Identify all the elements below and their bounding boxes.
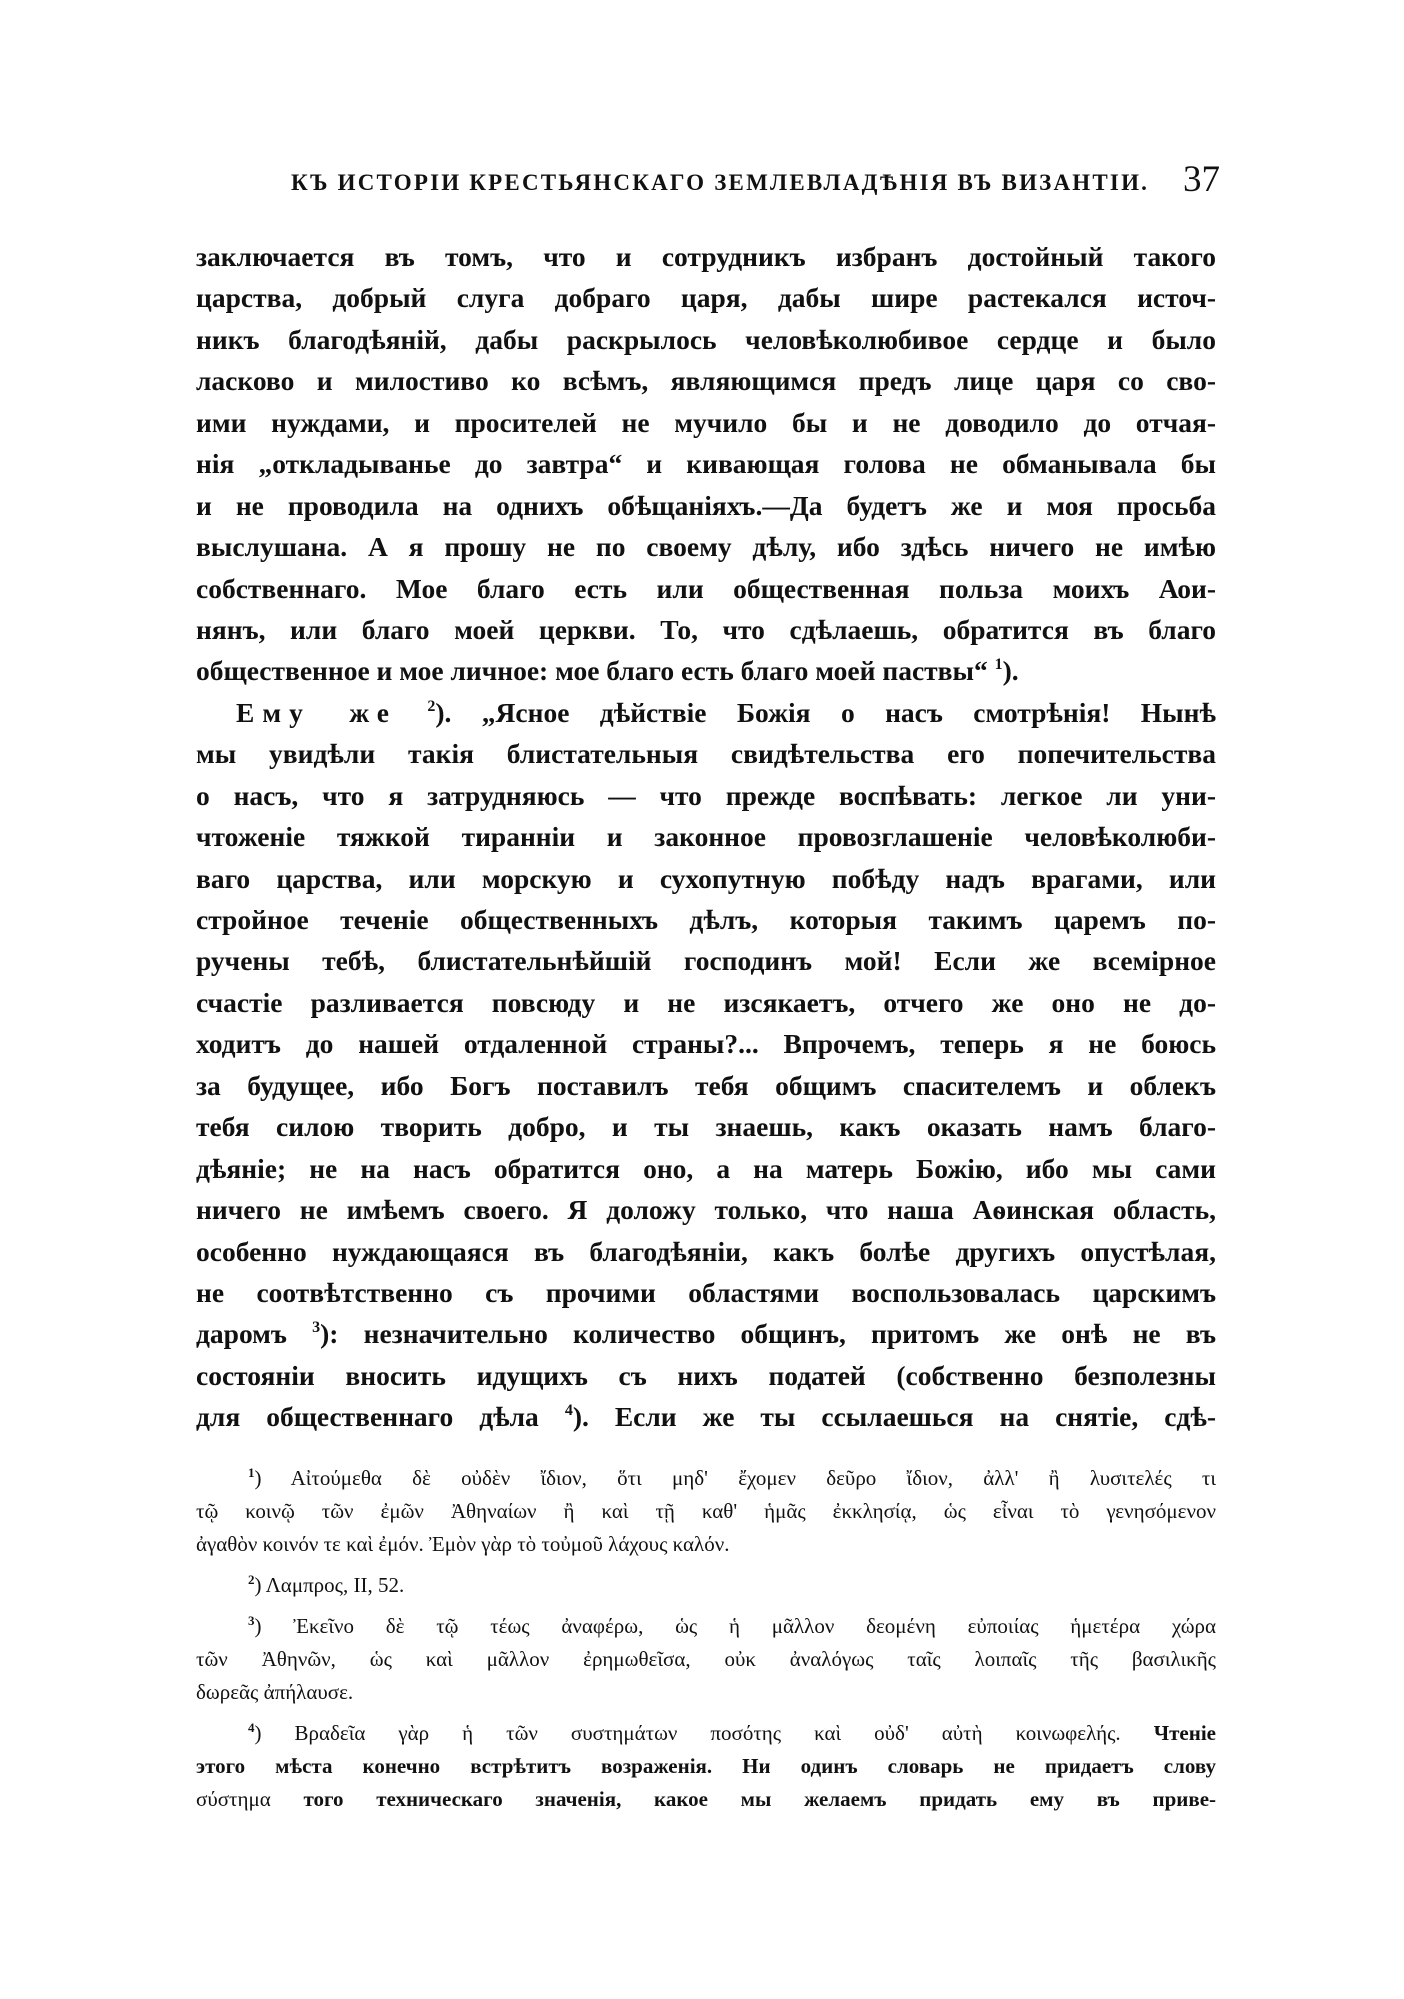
text-line: выслушана. А я прошу не по своему дѣлу, ибо здѣсь ничего не имѣю <box>196 531 1216 563</box>
footnote-4-line <box>196 1717 1216 1750</box>
text-line: ваго царства, или морскую и сухопутную побѣду надъ врагами, или <box>196 862 1216 894</box>
running-header <box>196 158 1220 202</box>
footnote-text: ) Λαμπρος, II, 52. <box>254 1573 405 1597</box>
footnote-1-line: τῷ κοινῷ τῶν ἐμῶν Ἀθηναίων ἢ καὶ τῇ καθ' ἡμᾶς ἐκκλησίᾳ, ὡς εἶναι τὸ γενησόμενον <box>196 1499 1216 1523</box>
footnote-3-line: τῶν Ἀθηνῶν, ὡς καὶ μᾶλλον ἐρημωθεῖσα, οὐκ ἀναλόγως ταῖς λοιπαῖς τῆς βασιλικῆς <box>196 1647 1216 1671</box>
text-line: дѣяніе; не на насъ обратится оно, а на матерь Божію, ибо мы сами <box>196 1152 1216 1184</box>
text-line <box>196 1313 1216 1354</box>
text-line: царства, добрый слуга добраго царя, дабы шире растекался источ- <box>196 282 1216 314</box>
text-line: ходитъ до нашей отдаленной страны?... Впрочемъ, теперь я не боюсь <box>196 1028 1216 1060</box>
footnote-text: ) Ἐκεῖνο δὲ τῷ τέως ἀναφέρω, ὡς ἡ μᾶλλον δεομένη εὐποιίας ἡμετέρα χώρα <box>254 1614 1216 1638</box>
text-line: счастіе разливается повсюду и не изсякаетъ, отчего же оно не до- <box>196 986 1216 1018</box>
footnote-mark: 3 <box>248 1613 255 1628</box>
text-line: о насъ, что я затрудняюсь — что прежде воспѣвать: легкое ли уни- <box>196 779 1216 811</box>
text-line: тебя силою творить добро, и ты знаешь, какъ оказать намъ благо- <box>196 1111 1216 1143</box>
text-line: чтоженіе тяжкой тиранніи и законное провозглашеніе человѣколюби- <box>196 821 1216 853</box>
text-line: ручены тебѣ, блистательнѣйшій господинъ мой! Если же всемірное <box>196 945 1216 977</box>
text-line: за будущее, ибо Богъ поставилъ тебя общимъ спасителемъ и облекъ <box>196 1069 1216 1101</box>
text-line-tail: ). <box>1002 655 1019 687</box>
text-line: ими нуждами, и просителей не мучило бы и не доводило до отчая- <box>196 406 1216 438</box>
footnote-ref: 1 <box>994 656 1003 674</box>
footnotes <box>196 1462 1216 1816</box>
text-line: ласково и милостиво ко всѣмъ, являющимся предъ лице царя со сво- <box>196 365 1216 397</box>
text-line: мы увидѣли такія блистательныя свидѣтельства его попечительства <box>196 738 1216 770</box>
footnote-3-line: δωρεᾶς ἀπήλαυσε. <box>196 1680 354 1704</box>
text-line: и не проводила на однихъ обѣщаніяхъ.—Да будетъ же и моя просьба <box>196 489 1216 521</box>
text-line-content: ). Если же ты ссылаешься на снятіе, сдѣ- <box>572 1401 1216 1433</box>
footnote-text: того техническаго значенія, какое мы желаемъ придать ему въ приве- <box>303 1787 1217 1811</box>
main-text <box>196 236 1216 1438</box>
letter-addressee: Ему же <box>236 696 397 728</box>
footnote-mark: 2 <box>248 1572 255 1587</box>
footnote-1-line: ἀγαθὸν κοινόν τε καὶ ἐμόν. Ἐμὸν γὰρ τὸ τοὐμοῦ λάχους καλόν. <box>196 1532 730 1556</box>
text-line-content: общественное и мое личное: мое благо есть благо моей паствы“ <box>196 655 988 687</box>
footnote-text: ) Βραδεῖα γὰρ ἡ τῶν συστημάτων ποσότης καὶ οὐδ' αὐτὴ κοινωφελής. <box>254 1721 1121 1745</box>
footnote-ref: 3 <box>312 1319 321 1337</box>
page-number: 37 <box>1183 159 1220 200</box>
footnote-1-line <box>196 1462 1216 1495</box>
text-line <box>196 650 1216 691</box>
paragraph-start-line <box>196 692 1216 733</box>
footnote-mark: 1 <box>248 1465 255 1480</box>
running-title: КЪ ИСТОРІИ КРЕСТЬЯНСКАГО ЗЕМЛЕВЛАДѢНІЯ ВЪ ВИЗАНТІИ. <box>291 170 1150 195</box>
footnote-2-line <box>196 1569 1216 1602</box>
text-line: особенно нуждающаяся въ благодѣяніи, какъ болѣе другихъ опустѣлая, <box>196 1235 1216 1267</box>
footnote-ref: 4 <box>564 1402 573 1420</box>
footnote-mark: 4 <box>248 1720 255 1735</box>
footnote-ref: 2 <box>427 697 436 715</box>
text-line-content: даромъ <box>196 1318 287 1350</box>
text-line: нія „откладыванье до завтра“ и кивающая голова не обманывала бы <box>196 448 1216 480</box>
footnote-text: ) Αἰτούμεθα δὲ οὐδὲν ἴδιον, ὅτι μηδ' ἔχομεν δεῦρο ἴδιον, ἀλλ' ἢ λυσιτελές τι <box>254 1466 1216 1490</box>
footnote-text: σύστημα <box>196 1787 271 1811</box>
text-line-content: ). „Ясное дѣйствіе Божія о насъ смотрѣнія! Нынѣ <box>435 696 1217 728</box>
text-line: стройное теченіе общественныхъ дѣлъ, которыя такимъ царемъ по- <box>196 904 1216 935</box>
text-line: ничего не имѣемъ своего. Я доложу только, что наша Аѳинская область, <box>196 1194 1216 1226</box>
footnote-4-line <box>196 1783 1216 1816</box>
footnote-text: Чтеніе <box>1153 1721 1216 1745</box>
text-line: собственнаго. Мое благо есть или общественная польза моихъ Аои- <box>196 572 1216 604</box>
text-line <box>196 1396 1216 1437</box>
text-line: нянъ, или благо моей церкви. То, что сдѣлаешь, обратится въ благо <box>196 613 1216 645</box>
text-line: заключается въ томъ, что и сотрудникъ избранъ достойный такого <box>196 241 1216 272</box>
text-line: не соотвѣтственно съ прочими областями воспользовалась царскимъ <box>196 1276 1216 1308</box>
text-line-content: ): незначительно количество общинъ, притомъ же онѣ не въ <box>320 1318 1216 1350</box>
text-line: никъ благодѣяній, дабы раскрылось человѣколюбивое сердце и было <box>196 323 1216 355</box>
footnote-3-line <box>196 1610 1216 1643</box>
text-line-content: для общественнаго дѣла <box>196 1401 539 1433</box>
footnote-4-line: этого мѣста конечно встрѣтитъ возраженія. Ни одинъ словарь не придаетъ слову <box>196 1754 1216 1778</box>
text-line: состояніи вносить идущихъ съ нихъ податей (собственно безполезны <box>196 1359 1216 1391</box>
